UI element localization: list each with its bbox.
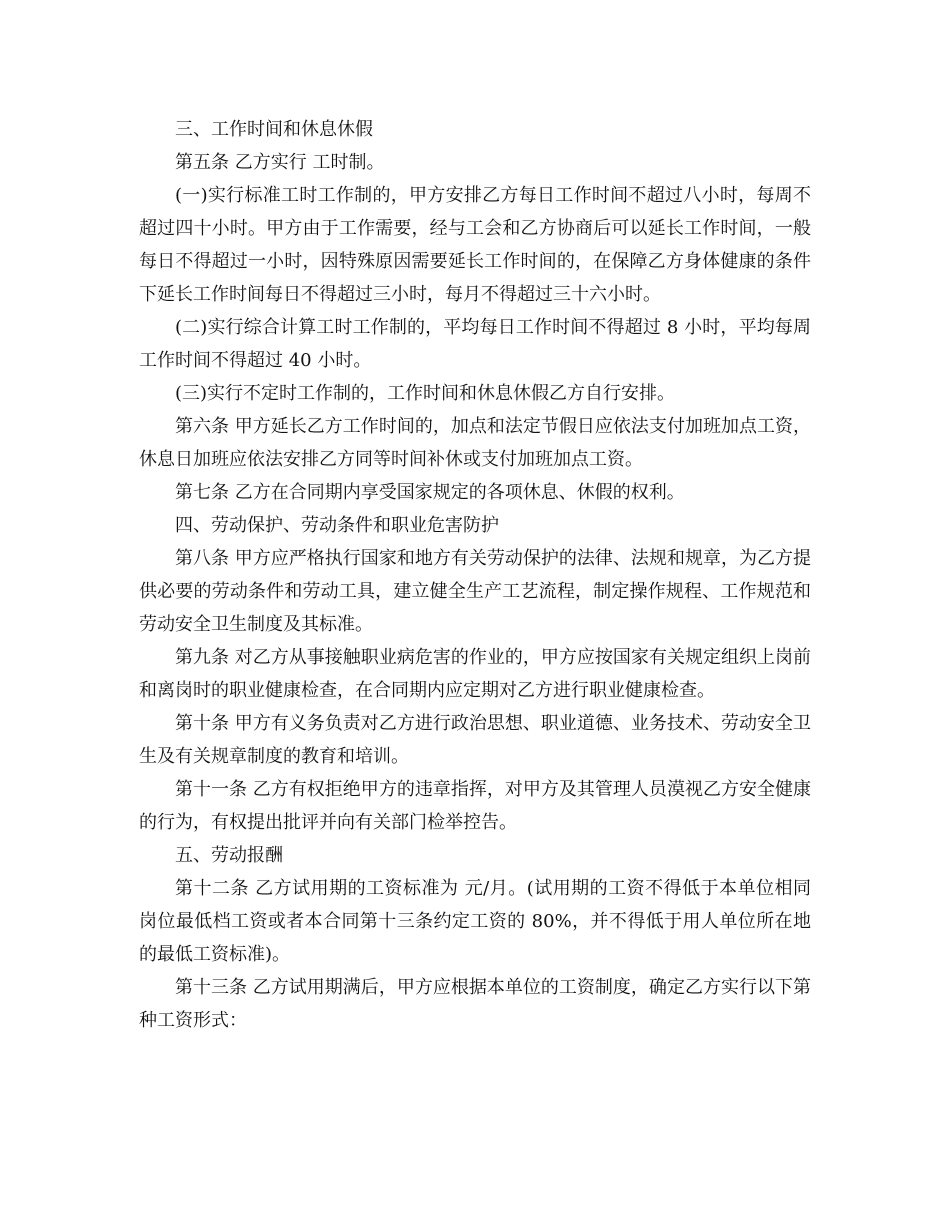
article-11: 第十一条 乙方有权拒绝甲方的违章指挥，对甲方及其管理人员漠视乙方安全健康的行为，有权提出批评并向有关部门检举控告。 (139, 779, 811, 833)
document-body (139, 113, 811, 1037)
article-13: 第十三条 乙方试用期满后，甲方应根据本单位的工资制度，确定乙方实行以下第 种工资形式： (139, 977, 811, 1031)
article-7: 第七条 乙方在合同期内享受国家规定的各项休息、休假的权利。 (175, 482, 685, 503)
section-heading-remuneration: 五、劳动报酬 (175, 845, 283, 866)
section-heading-labor-protection: 四、劳动保护、劳动条件和职业危害防护 (175, 515, 499, 536)
article-6: 第六条 甲方延长乙方工作时间的，加点和法定节假日应依法支付加班加点工资，休息日加班应依法安排乙方同等时间补休或支付加班加点工资。 (139, 416, 811, 470)
article-8: 第八条 甲方应严格执行国家和地方有关劳动保护的法律、法规和规章，为乙方提供必要的劳动条件和劳动工具，建立健全生产工艺流程，制定操作规程、工作规范和劳动安全卫生制度及其标准。 (139, 548, 811, 635)
article-5-item-1: (一)实行标准工时工作制的，甲方安排乙方每日工作时间不超过八小时，每周不超过四十小时。甲方由于工作需要，经与工会和乙方协商后可以延长工作时间，一般每日不得超过一小时，因特殊原因需要延长工作时间的，在保障乙方身体健康的条件下延长工作时间每日不得超过三小时，每月不得超过三十六小时。 (139, 185, 811, 305)
article-5: 第五条 乙方实行 工时制。 (175, 152, 385, 173)
article-5-item-2: (二)实行综合计算工时工作制的，平均每日工作时间不得超过 8 小时，平均每周工作时间不得超过 40 小时。 (139, 317, 811, 371)
section-heading-work-time: 三、工作时间和休息休假 (175, 119, 373, 140)
article-12: 第十二条 乙方试用期的工资标准为 元/月。(试用期的工资不得低于本单位相同岗位最低档工资或者本合同第十三条约定工资的 80%，并不得低于用人单位所在地的最低工资标准)。 (139, 878, 811, 965)
article-10: 第十条 甲方有义务负责对乙方进行政治思想、职业道德、业务技术、劳动安全卫生及有关规章制度的教育和培训。 (139, 713, 811, 767)
article-9: 第九条 对乙方从事接触职业病危害的作业的，甲方应按国家有关规定组织上岗前和离岗时的职业健康检查，在合同期内应定期对乙方进行职业健康检查。 (139, 647, 811, 701)
article-5-item-3: (三)实行不定时工作制的，工作时间和休息休假乙方自行安排。 (175, 383, 676, 404)
